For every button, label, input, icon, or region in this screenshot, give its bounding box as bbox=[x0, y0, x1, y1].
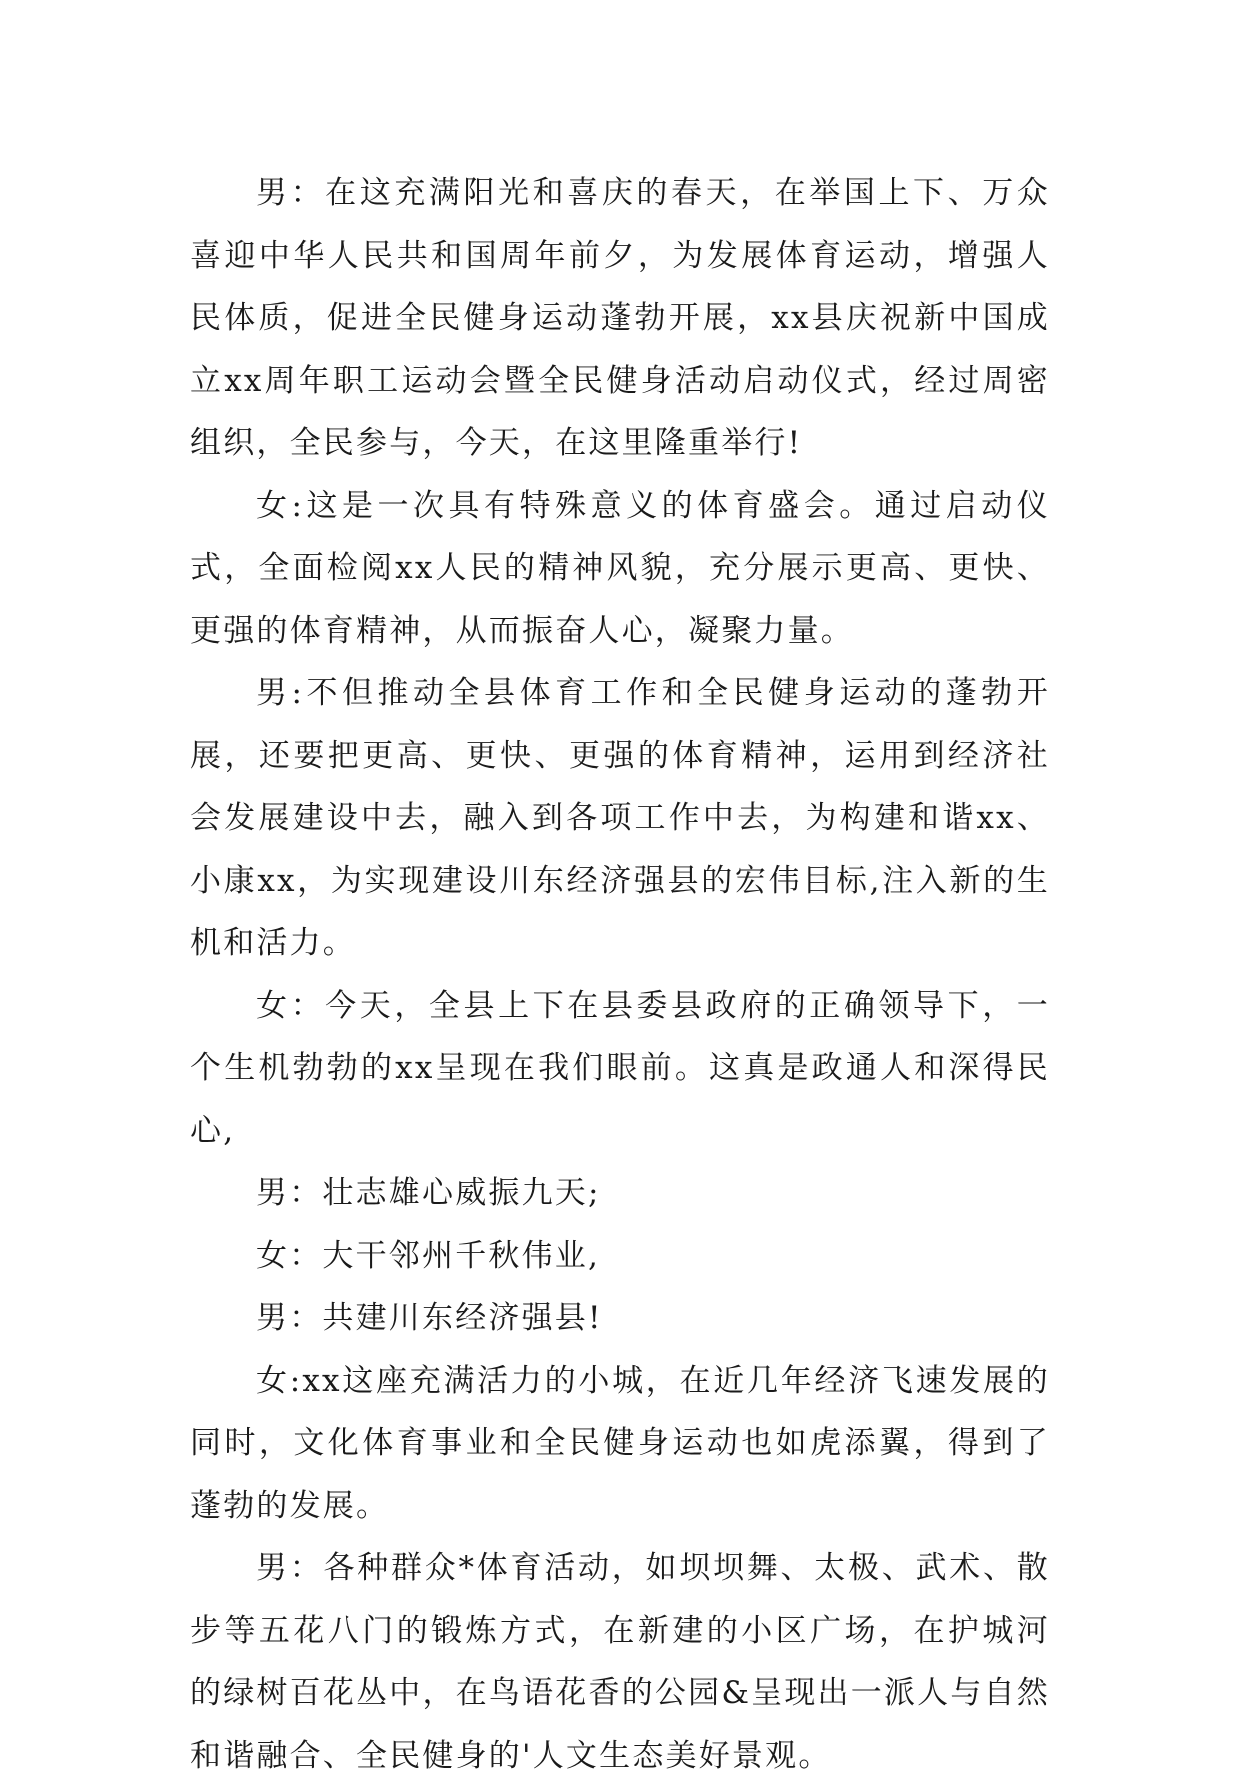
paragraph-8: 女:xx这座充满活力的小城，在近几年经济飞速发展的同时，文化体育事业和全民健身运动也如虎添翼，得到了蓬勃的发展。 bbox=[190, 1362, 1050, 1524]
paragraph-2: 女:这是一次具有特殊意义的体育盛会。通过启动仪式，全面检阅xx人民的精神风貌，充分展示更高、更快、更强的体育精神，从而振奋人心，凝聚力量。 bbox=[190, 487, 1050, 649]
paragraph-7: 男：共建川东经济强县! bbox=[256, 1300, 603, 1336]
paragraph-9: 男：各种群众*体育活动，如坝坝舞、太极、武术、散步等五花八门的锻炼方式，在新建的小区广场，在护城河的绿树百花丛中，在鸟语花香的公园&呈现出一派人与自然和谐融合、全民健身的'人文生态美好景观。 bbox=[190, 1550, 1050, 1774]
paragraph-4: 女：今天，全县上下在县委县政府的正确领导下，一个生机勃勃的xx呈现在我们眼前。这真是政通人和深得民心, bbox=[190, 987, 1050, 1149]
paragraph-6: 女：大干邻州千秋伟业, bbox=[256, 1237, 601, 1274]
paragraph-5: 男：壮志雄心威振九天; bbox=[256, 1175, 601, 1211]
document-body bbox=[190, 162, 1050, 1787]
paragraph-1: 男：在这充满阳光和喜庆的春天，在举国上下、万众喜迎中华人民共和国周年前夕，为发展体育运动，增强人民体质，促进全民健身运动蓬勃开展，xx县庆祝新中国成立xx周年职工运动会暨全民健身活动启动仪式，经过周密组织，全民参与，今天，在这里隆重举行! bbox=[190, 175, 1050, 461]
paragraph-3: 男:不但推动全县体育工作和全民健身运动的蓬勃开展，还要把更高、更快、更强的体育精神，运用到经济社会发展建设中去，融入到各项工作中去，为构建和谐xx、小康xx，为实现建设川东经济强县的宏伟目标,注入新的生机和活力。 bbox=[190, 675, 1050, 961]
